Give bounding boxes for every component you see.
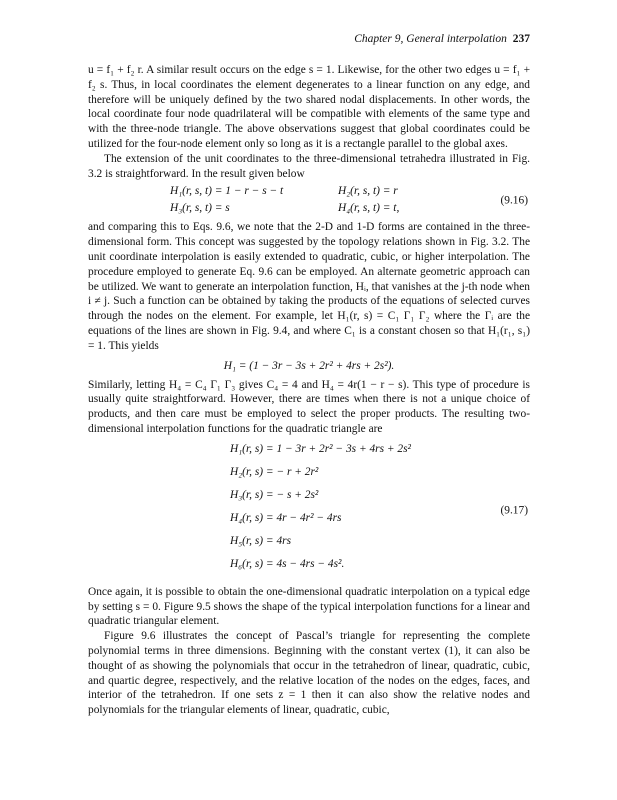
eq-9-17-line: H₁(r, s) = 1 − 3r + 2r² − 3s + 4rs + 2s² <box>230 442 411 455</box>
equation-h1-text: H₁ = (1 − 3r − 3s + 2r² + 4rs + 2s²). <box>223 359 395 372</box>
eq-9-17-line: H₃(r, s) = − s + 2s² <box>230 488 319 501</box>
eq-9-16-h2: H₂(r, s, t) = r <box>338 185 398 198</box>
eq-9-17-line: H₅(r, s) = 4rs <box>230 534 292 547</box>
page-number: 237 <box>512 33 530 45</box>
equation-h1 <box>88 357 530 375</box>
eq-9-16-h3: H₃(r, s, t) = s <box>170 202 230 215</box>
paragraph-2: The extension of the unit coordinates to the three-dimensional tetrahedra illustrated in Fig. 3.2 is straightforward. In the result given below <box>88 152 530 180</box>
paragraph-3: and comparing this to Eqs. 9.6, we note that the 2-D and 1-D forms are contained in the three-dimensional form. This concept was suggested by the topology relations shown in Fig. 3.2. The unit coordinate interpolation is easily extended to quadratic, cubic, or higher interpolation. The procedure employed to generate Eq. 9.6 can be employed. An alternate geometric approach can be utilized. We want to generate an interpolation function, Hᵢ, that vanishes at the j-th node when i ≠ j. Such a function can be obtained by taking the products of the equations of selected curves through the nodes on the element. For example, let H₁(r, s) = C₁ Γ₁ Γ₂ where the Γᵢ are the equations of the lines are shown in Fig. 9.4, and where C₁ is a constant chosen so that H₁(r₁, s₁) = 1. This yields <box>88 221 530 352</box>
eq-9-17-line: H₄(r, s) = 4r − 4r² − 4rs <box>230 511 342 524</box>
eq-9-17-line: H₂(r, s) = − r + 2r² <box>230 465 319 478</box>
running-title: Chapter 9, General interpolation <box>354 33 507 45</box>
paragraph-5: Once again, it is possible to obtain the one-dimensional quadratic interpolation on a typical edge by setting s = 0. Figure 9.5 shows the shape of the typical interpolation functions for a linear and quadratic triangular element. <box>88 585 530 628</box>
paragraph-6: Figure 9.6 illustrates the concept of Pascal’s triangle for representing the complete polynomial terms in three dimensions. Beginning with the constant vertex (1), it can also be thought of as showing the polynomials that occur in the tetrahedron of linear, quadratic, cubic, and quartic degree, respectively, and the relative location of the nodes on the edges, faces, and interior of the tetrahedron. If one sets z = 1 then it can also show the relative nodes and polynomials for the triangular elements of linear, quadratic, cubic, <box>88 630 530 717</box>
paragraph-1: u = f₁ + f₂ r. A similar result occurs on the edge s = 1. Likewise, for the other two edges u = f₁ + f₂ s. Thus, in local coordinates the element degenerates to a linear function on any edge, and therefore will be uniquely defined by the two shared nodal displacements. In other words, the local coordinate four node quadrilateral will be compatible with elements of the same type and with the three-node triangle. The above observations suggest that global coordinates could be utilized for the four-node element only so long as it is a rectangle parallel to the global axes. <box>88 64 530 150</box>
equation-number-9-17: (9.17) <box>500 504 528 517</box>
equation-9-16 <box>88 184 530 217</box>
eq-9-16-h1: H₁(r, s, t) = 1 − r − s − t <box>170 185 284 198</box>
equation-number-9-16: (9.16) <box>500 194 528 207</box>
running-header <box>88 33 530 45</box>
eq-9-16-h4: H₄(r, s, t) = t, <box>338 202 400 215</box>
page-body <box>88 63 530 718</box>
paragraph-4: Similarly, letting H₄ = C₄ Γ₁ Γ₃ gives C₄ = 4 and H₄ = 4r(1 − r − s). This type of procedure is usually quite straightforward. However, there are times when there is not a unique choice of products, and then care must be employed to select the proper products. The resulting two-dimensional interpolation functions for the quadratic triangle are <box>88 378 530 435</box>
equation-9-17 <box>88 440 530 582</box>
eq-9-17-line: H₆(r, s) = 4s − 4rs − 4s². <box>230 557 345 570</box>
